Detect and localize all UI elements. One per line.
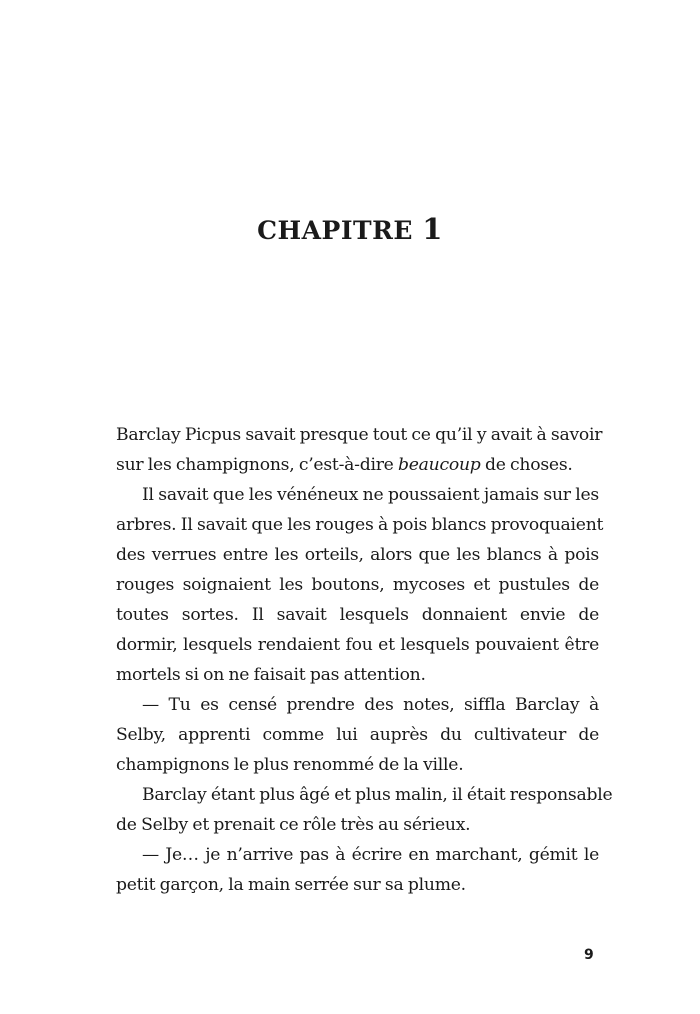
text-line: toutes sortes. Il savait lesquels donnaient envie de (116, 605, 599, 625)
text-line: Il savait que les vénéneux ne poussaient jamais sur les (142, 485, 599, 505)
text-line: champignons le plus renommé de la ville. (116, 755, 464, 775)
paragraph (116, 480, 604, 690)
text-line: — Je… je n’arrive pas à écrire en marchant, gémit le (142, 845, 599, 865)
emphasis: beaucoup (398, 455, 481, 475)
text-line: petit garçon, la main serrée sur sa plume. (116, 875, 466, 895)
chapter-label: CHAPITRE (257, 216, 413, 245)
text-line: Barclay étant plus âgé et plus malin, il était responsable (142, 785, 613, 805)
paragraph (116, 780, 613, 840)
text-line: de Selby et prenait ce rôle très au sérieux. (116, 815, 471, 835)
paragraph (116, 690, 599, 780)
chapter-title (0, 212, 700, 246)
paragraph (116, 840, 599, 900)
text-line: sur les champignons, c’est-à-dire beaucoup de choses. (116, 455, 573, 475)
text-line: des verrues entre les orteils, alors que les blancs à pois (116, 545, 599, 565)
text-line: dormir, lesquels rendaient fou et lesquels pouvaient être (116, 635, 599, 655)
text-line: Barclay Picpus savait presque tout ce qu’il y avait à savoir (116, 425, 603, 445)
text-line: — Tu es censé prendre des notes, siffla Barclay à (142, 695, 599, 715)
chapter-body (116, 420, 613, 900)
paragraph (116, 420, 603, 480)
chapter-number: 1 (422, 212, 443, 246)
text-line: mortels si on ne faisait pas attention. (116, 665, 426, 685)
text-line: Selby, apprenti comme lui auprès du cultivateur de (116, 725, 599, 745)
text-line: rouges soignaient les boutons, mycoses et pustules de (116, 575, 599, 595)
page-number: 9 (584, 947, 594, 963)
text-line: arbres. Il savait que les rouges à pois blancs provoquaient (116, 515, 604, 535)
